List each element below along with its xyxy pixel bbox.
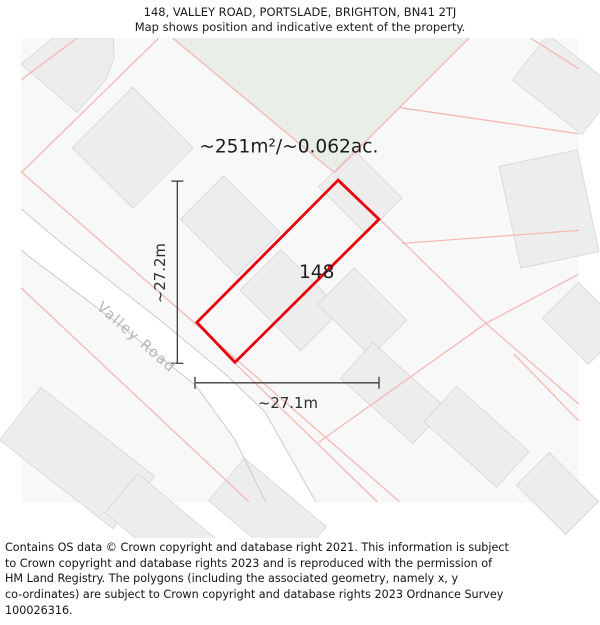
- horizontal-dimension-label: ~27.1m: [257, 393, 318, 412]
- area-label: ~251m²/~0.062ac.: [199, 136, 379, 158]
- copyright-footer: [5, 540, 600, 619]
- footer-line: HM Land Registry. The polygons (including the associated geometry, namely x, y: [5, 572, 459, 586]
- map-description: Map shows position and indicative extent of the property.: [134, 20, 466, 34]
- property-address-title: 148, VALLEY ROAD, PORTSLADE, BRIGHTON, BN41 2TJ: [143, 5, 457, 19]
- vertical-dimension-label: ~27.2m: [151, 243, 170, 304]
- report-header: [0, 0, 600, 38]
- road-name-label: Valley Road: [93, 299, 179, 377]
- map-canvas: [0, 38, 600, 538]
- property-number-label: 148: [298, 261, 335, 283]
- footer-line: Contains OS data © Crown copyright and database right 2021. This information is subject: [5, 541, 509, 554]
- footer-line: to Crown copyright and database rights 2023 and is reproduced with the permission of: [5, 556, 493, 570]
- footer-line: co-ordinates) are subject to Crown copyright and database rights 2023 Ordnance Survey: [5, 588, 504, 602]
- footer-line: 100026316.: [5, 603, 73, 617]
- map-svg: [0, 38, 600, 538]
